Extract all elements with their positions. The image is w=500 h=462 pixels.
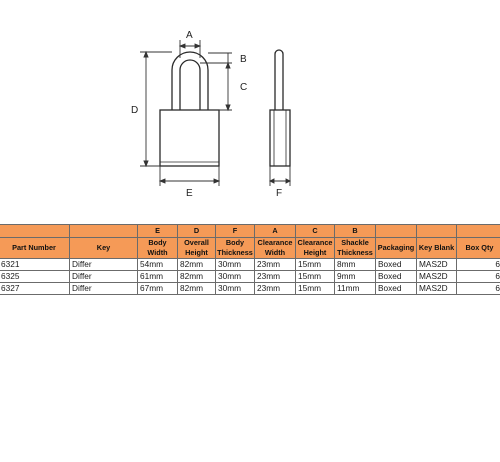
label-c: C [240, 82, 248, 93]
letter-cell: C [296, 225, 335, 238]
cell-part-number: 6327 [0, 283, 70, 295]
letter-cell [417, 225, 457, 238]
header-box-qty: Box Qty [457, 238, 500, 259]
table-row [0, 283, 500, 295]
cell-key: Differ [70, 271, 138, 283]
cell-packaging: Boxed [376, 271, 417, 283]
letter-cell: E [138, 225, 178, 238]
cell-overall-height: 82mm [178, 271, 216, 283]
table-row [0, 259, 500, 271]
cell-part-number: 6325 [0, 271, 70, 283]
lock-body [160, 110, 219, 166]
cell-body-thickness: 30mm [216, 271, 255, 283]
header-clearance-height: Clearance Height [296, 238, 335, 259]
header-clearance-width: Clearance Width [255, 238, 296, 259]
letter-cell [70, 225, 138, 238]
cell-overall-height: 82mm [178, 259, 216, 271]
cell-box-qty: 6 [457, 283, 500, 295]
cell-clearance-width: 23mm [255, 259, 296, 271]
header-body-width: Body Width [138, 238, 178, 259]
label-d: D [131, 105, 139, 116]
letter-cell: D [178, 225, 216, 238]
cell-clearance-width: 23mm [255, 271, 296, 283]
cell-shackle-thickness: 11mm [335, 283, 376, 295]
header-overall-height: Overall Height [178, 238, 216, 259]
cell-body-thickness: 30mm [216, 283, 255, 295]
letter-cell [0, 225, 70, 238]
header-key-blank: Key Blank [417, 238, 457, 259]
side-body [270, 110, 290, 166]
cell-body-width: 67mm [138, 283, 178, 295]
cell-shackle-thickness: 8mm [335, 259, 376, 271]
header-shackle-thickness: Shackle Thickness [335, 238, 376, 259]
cell-clearance-height: 15mm [296, 271, 335, 283]
header-packaging: Packaging [376, 238, 417, 259]
header-key: Key [70, 238, 138, 259]
header-row [0, 238, 500, 259]
cell-clearance-height: 15mm [296, 283, 335, 295]
cell-key: Differ [70, 283, 138, 295]
header-part-number: Part Number [0, 238, 70, 259]
shackle-inner [180, 60, 200, 110]
shackle-outer [172, 52, 208, 110]
padlock-front-view [160, 52, 219, 166]
letter-cell: B [335, 225, 376, 238]
letter-row [0, 225, 500, 238]
cell-key-blank: MAS2D [417, 283, 457, 295]
cell-clearance-width: 23mm [255, 283, 296, 295]
cell-body-width: 54mm [138, 259, 178, 271]
letter-cell [376, 225, 417, 238]
table-row [0, 271, 500, 283]
padlock-dimension-diagram [0, 0, 500, 224]
cell-key: Differ [70, 259, 138, 271]
cell-clearance-height: 15mm [296, 259, 335, 271]
letter-cell: F [216, 225, 255, 238]
cell-overall-height: 82mm [178, 283, 216, 295]
label-b: B [240, 54, 247, 65]
label-a: A [186, 30, 193, 41]
label-e: E [186, 188, 193, 199]
cell-packaging: Boxed [376, 283, 417, 295]
cell-key-blank: MAS2D [417, 259, 457, 271]
cell-key-blank: MAS2D [417, 271, 457, 283]
label-f: F [276, 188, 283, 199]
side-shackle [275, 50, 283, 110]
cell-body-thickness: 30mm [216, 259, 255, 271]
letter-cell: A [255, 225, 296, 238]
cell-part-number: 6321 [0, 259, 70, 271]
letter-cell [457, 225, 500, 238]
cell-box-qty: 6 [457, 259, 500, 271]
cell-body-width: 61mm [138, 271, 178, 283]
cell-shackle-thickness: 9mm [335, 271, 376, 283]
header-body-thickness: Body Thickness [217, 238, 253, 257]
cell-box-qty: 6 [457, 271, 500, 283]
cell-packaging: Boxed [376, 259, 417, 271]
padlock-side-view [270, 50, 290, 166]
spec-table [0, 224, 500, 295]
